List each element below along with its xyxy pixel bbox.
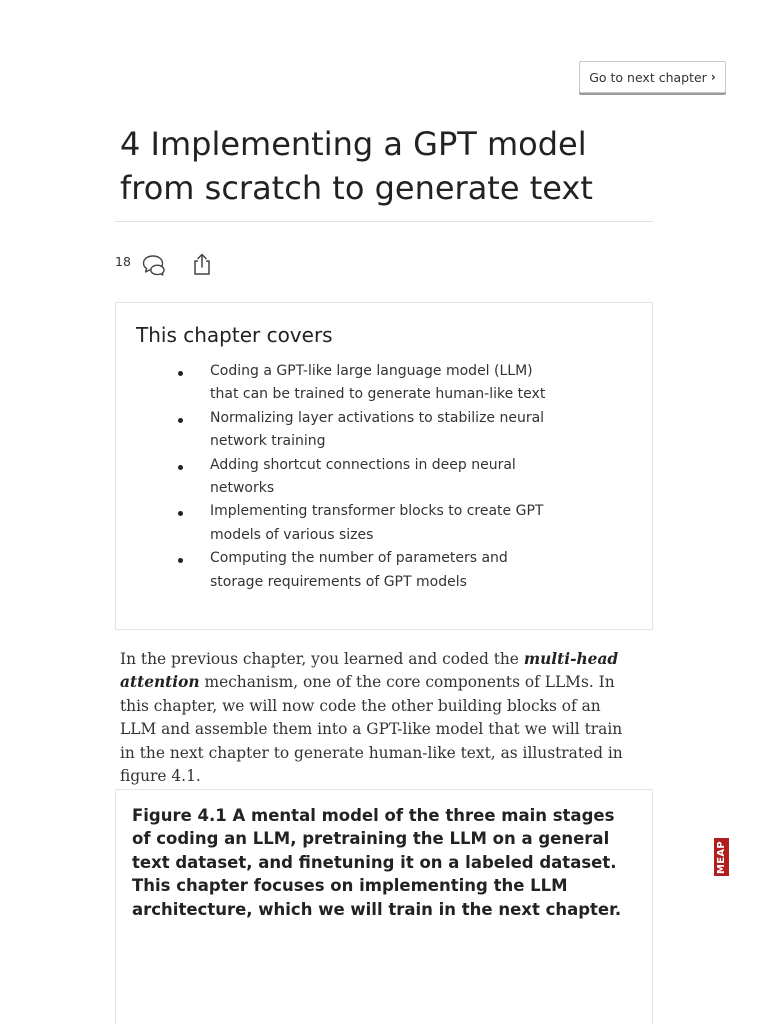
list-item: Normalizing layer activations to stabilize neural network training — [210, 407, 560, 454]
list-item: Implementing transformer blocks to create GPT models of various sizes — [210, 500, 560, 547]
list-item: Coding a GPT-like large language model (LLM) that can be trained to generate human-like text — [210, 360, 560, 407]
share-icon[interactable] — [191, 252, 213, 276]
chapter-covers-box — [115, 302, 653, 630]
covers-heading: This chapter covers — [136, 323, 333, 347]
next-chapter-button[interactable] — [579, 61, 726, 93]
intro-emphasis: multi-head attention — [120, 650, 619, 692]
list-item: Adding shortcut connections in deep neural networks — [210, 454, 560, 501]
intro-text-start: In the previous chapter, you learned and coded the — [120, 650, 524, 668]
figure-box — [115, 789, 653, 1024]
chapter-actions — [115, 250, 213, 278]
intro-paragraph — [120, 648, 630, 788]
comments-icon[interactable] — [141, 252, 167, 276]
meap-label: MEAP — [716, 840, 727, 874]
figure-caption: Figure 4.1 A mental model of the three main stages of coding an LLM, pretraining the LLM on a general text dataset, and finetuning it on a labeled dataset. This chapter focuses on implementing the LLM architecture, which we will train in the next chapter. — [132, 806, 622, 919]
next-chapter-label: Go to next chapter — [589, 69, 707, 85]
intro-text-end: mechanism, one of the core components of LLMs. In this chapter, we will now code the other building blocks of an LLM and assemble them into a GPT-like model that we will train in the next chapter to generate human-like text, as illustrated in figure 4.1. — [120, 673, 623, 786]
list-item: Computing the number of parameters and storage requirements of GPT models — [210, 547, 560, 594]
chapter-title: 4 Implementing a GPT model from scratch to generate text — [120, 125, 593, 207]
comment-count: 18 — [115, 253, 131, 269]
chevron-right-icon: › — [710, 70, 716, 84]
covers-list — [210, 360, 560, 594]
title-divider — [115, 221, 653, 222]
meap-badge[interactable] — [714, 838, 729, 876]
